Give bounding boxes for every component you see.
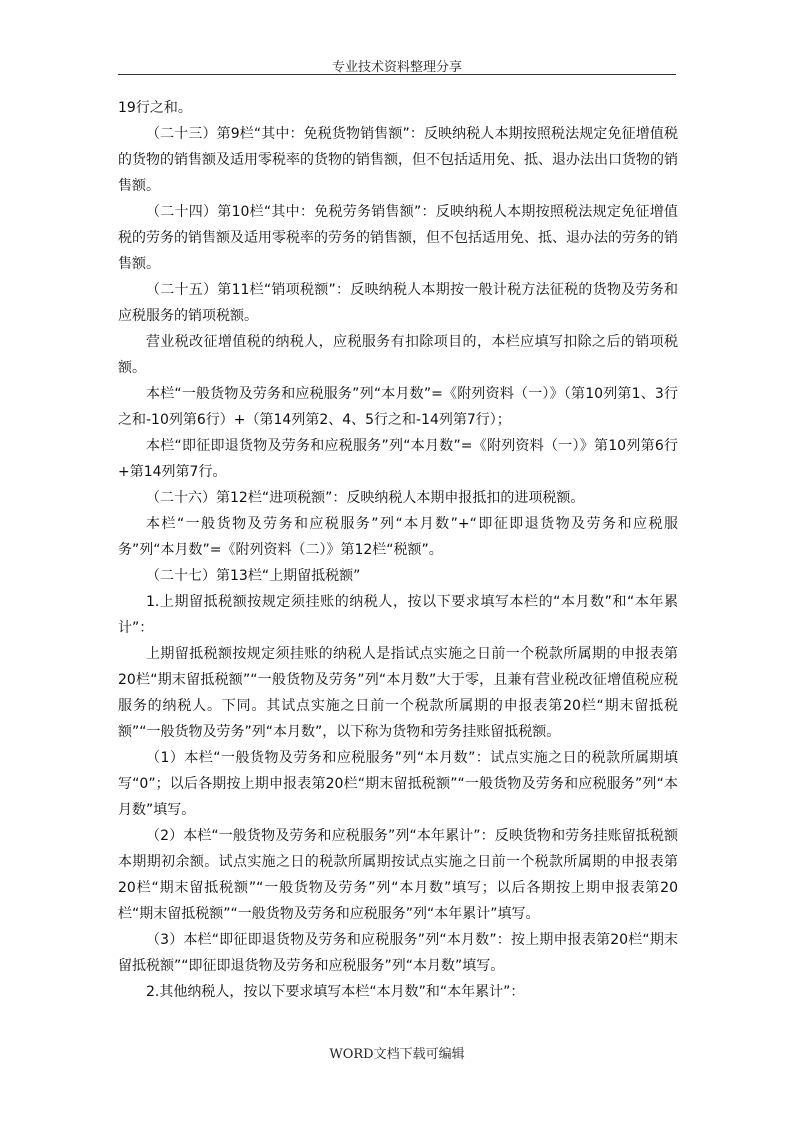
paragraph: 上期留抵税额按规定须挂账的纳税人是指试点实施之日前一个税款所属期的申报表第20栏“期末留抵税额”“一般货物及劳务”列“本月数”大于零，且兼有营业税改征增值税应税服务的纳税人。下同。其试点实施之日前一个税款所属期的申报表第20栏“期末留抵税额”“一般货物及劳务”列“本月数”，以下称为货物和劳务挂账留抵税额。 bbox=[118, 646, 678, 740]
paragraph: 本栏“一般货物及劳务和应税服务”列“本月数”+“即征即退货物及劳务和应税服务”列“本月数”=《附列资料（二）》第12栏“税额”。 bbox=[118, 516, 678, 558]
paragraph: 2.其他纳税人，按以下要求填写本栏“本月数”和“本年累计”： bbox=[146, 984, 525, 1000]
header-divider bbox=[118, 74, 676, 75]
paragraph: （二十六）第12栏“进项税额”：反映纳税人本期申报抵扣的进项税额。 bbox=[146, 490, 585, 506]
page-header: 专业技术资料整理分享 bbox=[331, 60, 462, 75]
paragraph: 本栏“一般货物及劳务和应税服务”列“本月数”=《附列资料（一）》（第10列第1、3行之和-10列第6行）+（第14列第2、4、5行之和-14列第7行）； bbox=[118, 386, 678, 428]
paragraph: （二十三）第9栏“其中：免税货物销售额”：反映纳税人本期按照税法规定免征增值税的货物的销售额及适用零税率的货物的销售额，但不包括适用免、抵、退办法出口货物的销售额。 bbox=[118, 126, 678, 194]
paragraph: （3）本栏“即征即退货物及劳务和应税服务”列“本月数”：按上期申报表第20栏“期末留抵税额”“即征即退货物及劳务和应税服务”列“本月数”填写。 bbox=[118, 932, 678, 974]
paragraph: 19行之和。 bbox=[118, 100, 192, 116]
paragraph: （2）本栏“一般货物及劳务和应税服务”列“本年累计”：反映货物和劳务挂账留抵税额本期期初余额。试点实施之日的税款所属期按试点实施之日前一个税款所属期的申报表第20栏“期末留抵税额”“一般货物及劳务”列“本月数”填写；以后各期按上期申报表第20栏“期末留抵税额”“一般货物及劳务和应税服务”列“本年累计”填写。 bbox=[118, 828, 678, 922]
paragraph: （二十四）第10栏“其中：免税劳务销售额”：反映纳税人本期按照税法规定免征增值税的劳务的销售额及适用零税率的劳务的销售额，但不包括适用免、抵、退办法的劳务的销售额。 bbox=[118, 204, 678, 272]
paragraph: 营业税改征增值税的纳税人，应税服务有扣除项目的，本栏应填写扣除之后的销项税额。 bbox=[118, 334, 678, 376]
paragraph: （1）本栏“一般货物及劳务和应税服务”列“本月数”：试点实施之日的税款所属期填写“0”；以后各期按上期申报表第20栏“期末留抵税额”“一般货物及劳务和应税服务”列“本月数”填写。 bbox=[118, 750, 678, 818]
paragraph: 本栏“即征即退货物及劳务和应税服务”列“本月数”=《附列资料（一）》第10列第6行+第14列第7行。 bbox=[118, 438, 678, 480]
paragraph: （二十七）第13栏“上期留抵税额” bbox=[146, 568, 361, 584]
document-body bbox=[118, 95, 678, 1005]
paragraph: 1.上期留抵税额按规定须挂账的纳税人，按以下要求填写本栏的“本月数”和“本年累计”： bbox=[118, 594, 678, 636]
paragraph: （二十五）第11栏“销项税额”：反映纳税人本期按一般计税方法征税的货物及劳务和应税服务的销项税额。 bbox=[118, 282, 678, 324]
page-footer: WORD文档下载可编辑 bbox=[329, 1047, 465, 1062]
